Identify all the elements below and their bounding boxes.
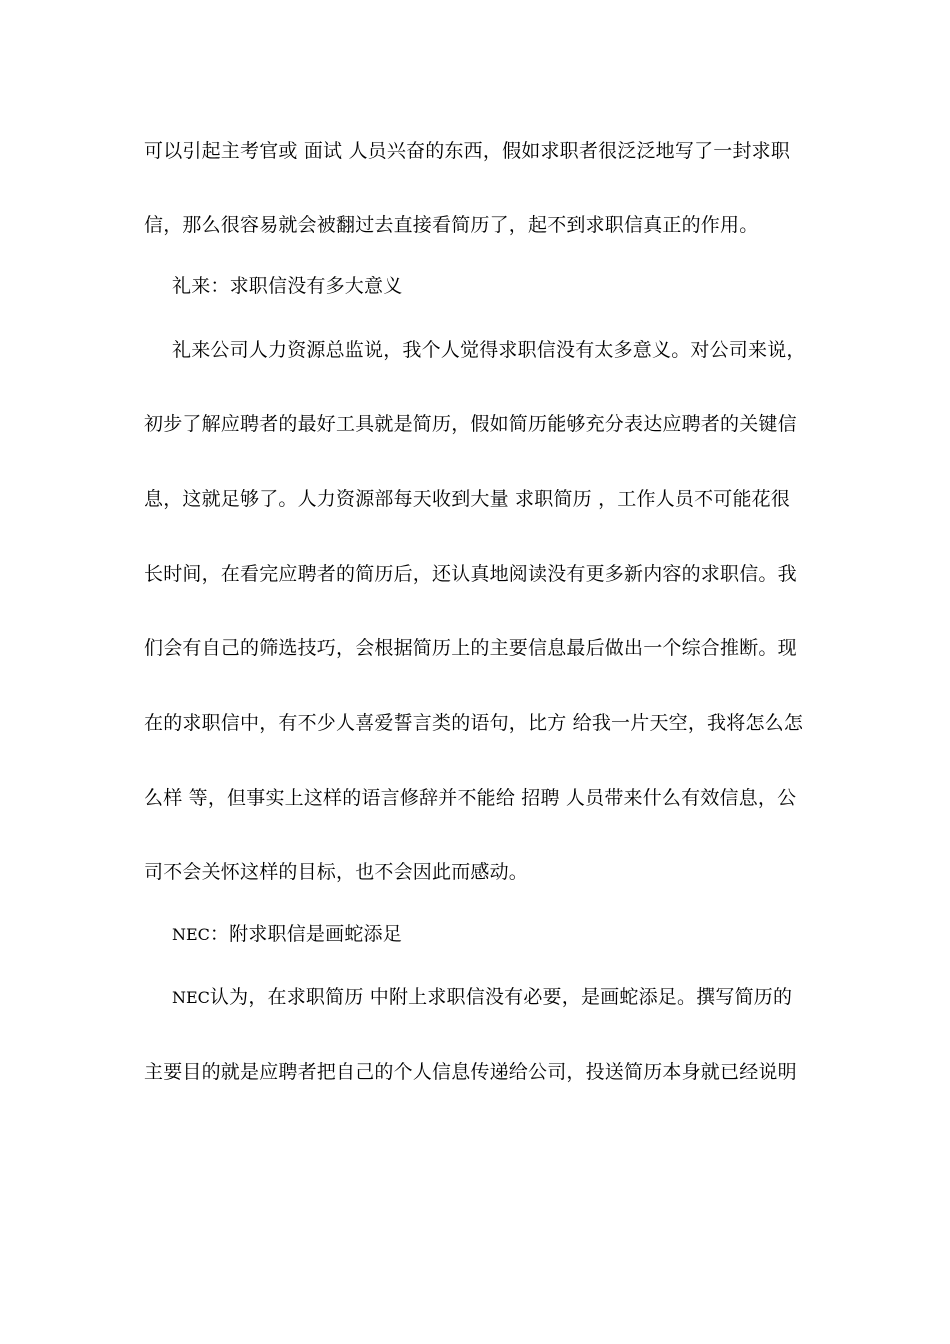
body-text-line: 初步了解应聘者的最好工具就是简历，假如简历能够充分表达应聘者的关键信 [144,413,797,435]
body-text-line [172,985,842,1010]
body-text-line: 礼来公司人力资源总监说，我个人觉得求职信没有太多意义。对公司来说， [172,339,806,361]
body-text-line: 们会有自己的筛选技巧，会根据简历上的主要信息最后做出一个综合推断。现 [144,637,797,659]
body-text-line: 信，那么很容易就会被翻过去直接看简历了，起不到求职信真正的作用。 [144,214,759,236]
nec-label: NEC [172,925,210,944]
body-text-line: 司不会关怀这样的目标，也不会因此而感动。 [144,861,529,883]
nec-heading-text: ：附求职信是画蛇添足 [209,923,402,945]
body-text-line: 么样 等，但事实上这样的语言修辞并不能给 招聘 人员带来什么有效信息，公 [144,787,797,809]
section-heading-lilly: 礼来：求职信没有多大意义 [172,275,403,297]
section-heading-nec [172,922,842,947]
nec-paragraph-text: 认为，在求职简历 中附上求职信没有必要，是画蛇添足。撰写简历的 [209,986,793,1008]
body-text-line: 可以引起主考官或 面试 人员兴奋的东西，假如求职者很泛泛地写了一封求职 [144,140,791,162]
body-text-line: 主要目的就是应聘者把自己的个人信息传递给公司，投送简历本身就已经说明 [144,1061,797,1083]
body-text-line: 在的求职信中，有不少人喜爱誓言类的语句，比方 给我一片天空，我将怎么怎 [144,712,804,734]
nec-label: NEC [172,988,210,1007]
body-text-line: 息，这就足够了。人力资源部每天收到大量 求职简历 ，工作人员不可能花很 [144,488,791,510]
body-text-line: 长时间，在看完应聘者的简历后，还认真地阅读没有更多新内容的求职信。我 [144,563,797,585]
